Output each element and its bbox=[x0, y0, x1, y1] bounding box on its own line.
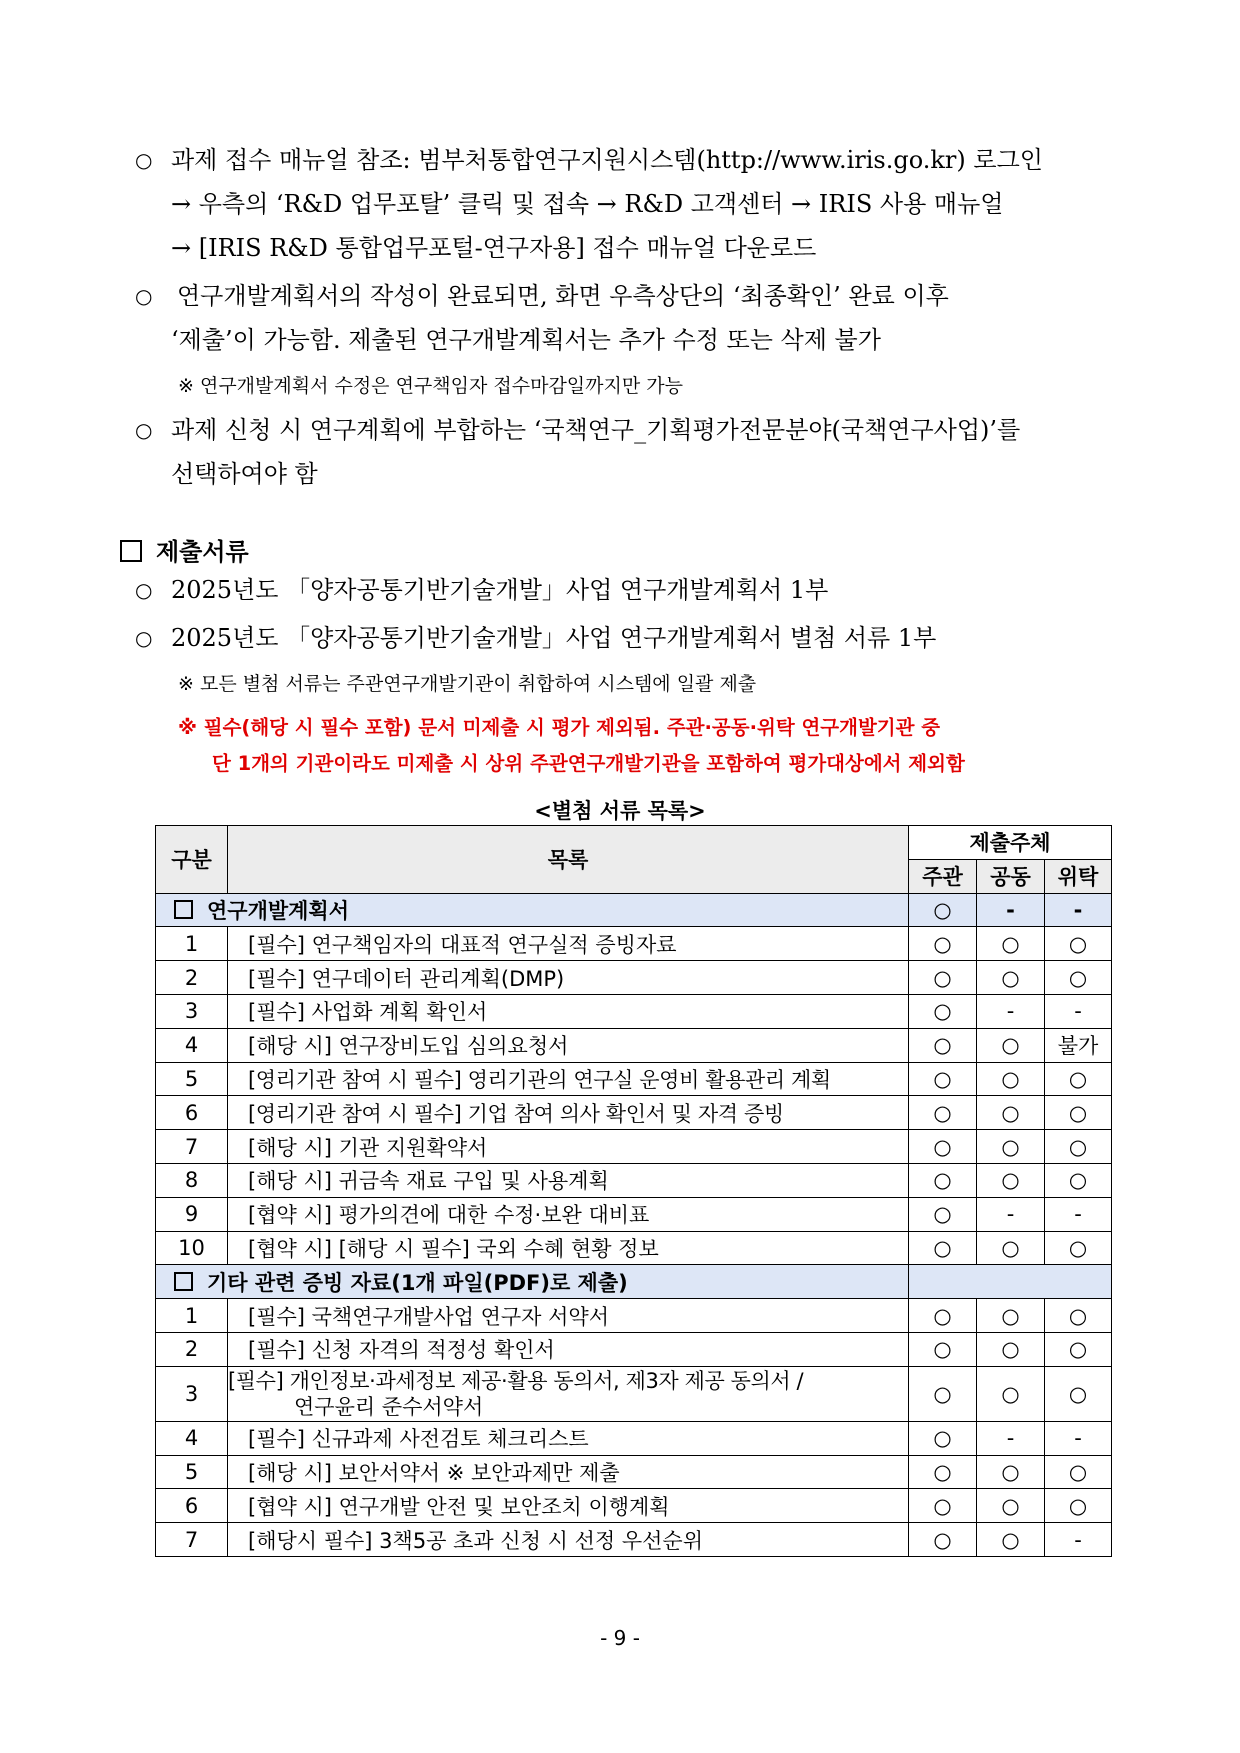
table-group-row bbox=[156, 1265, 1112, 1299]
row-item: [필수] 연구데이터 관리계획(DMP) bbox=[228, 961, 909, 995]
row-item: [필수] 신청 자격의 적정성 확인서 bbox=[228, 1332, 909, 1366]
mark-lead: ○ bbox=[909, 1366, 977, 1421]
mark-lead: ○ bbox=[909, 1489, 977, 1523]
row-number: 2 bbox=[156, 961, 228, 995]
row-item: [영리기관 참여 시 필수] 기업 참여 의사 확인서 및 자격 증빙 bbox=[228, 1096, 909, 1130]
mark-joint: ○ bbox=[977, 1096, 1045, 1130]
mark-joint: ○ bbox=[977, 1163, 1045, 1197]
header-consign: 위탁 bbox=[1045, 859, 1112, 893]
mark-joint: - bbox=[977, 994, 1045, 1028]
mark-consign: - bbox=[1045, 994, 1112, 1028]
section-title: 제출서류 bbox=[156, 538, 249, 566]
row-number: 4 bbox=[156, 1421, 228, 1455]
row-number: 10 bbox=[156, 1231, 228, 1265]
bullet-text: 2025년도 「양자공통기반기술개발」사업 연구개발계획서 1부 bbox=[171, 576, 829, 604]
header-joint: 공동 bbox=[977, 859, 1045, 893]
row-item: [필수] 사업화 계획 확인서 bbox=[228, 994, 909, 1028]
row-number: 1 bbox=[156, 1299, 228, 1333]
mark-consign: ○ bbox=[1045, 1163, 1112, 1197]
row-item bbox=[228, 1366, 909, 1421]
mark-consign: ○ bbox=[1045, 1299, 1112, 1333]
mark-joint: ○ bbox=[977, 1062, 1045, 1096]
section-heading bbox=[120, 532, 249, 572]
mark-consign: ○ bbox=[1045, 1366, 1112, 1421]
table-title: <별첨 서류 목록> bbox=[534, 799, 706, 823]
header-list: 목록 bbox=[228, 826, 909, 894]
row-number: 2 bbox=[156, 1332, 228, 1366]
mark-joint: ○ bbox=[977, 927, 1045, 961]
table-row bbox=[156, 1163, 1112, 1197]
mark-lead: ○ bbox=[909, 1299, 977, 1333]
row-number: 7 bbox=[156, 1523, 228, 1557]
table-row bbox=[156, 1455, 1112, 1489]
mark-lead: ○ bbox=[909, 1455, 977, 1489]
mark-consign: ○ bbox=[1045, 1489, 1112, 1523]
bullet-text: 과제 신청 시 연구계획에 부합하는 ‘국책연구_기획평가전문분야(국책연구사업)’를 bbox=[171, 416, 1021, 444]
mark-joint: ○ bbox=[977, 1523, 1045, 1557]
mark-lead: ○ bbox=[909, 1163, 977, 1197]
bullet-text: 2025년도 「양자공통기반기술개발」사업 연구개발계획서 별첨 서류 1부 bbox=[171, 624, 937, 652]
mark-joint: - bbox=[977, 1421, 1045, 1455]
row-item: [협약 시] [해당 시 필수] 국외 수혜 현황 정보 bbox=[228, 1231, 909, 1265]
row-item: [해당 시] 귀금속 재료 구입 및 사용계획 bbox=[228, 1163, 909, 1197]
table-row bbox=[156, 994, 1112, 1028]
table-row bbox=[156, 1231, 1112, 1265]
mark-lead: ○ bbox=[909, 893, 977, 927]
bullet-marker: ○ bbox=[135, 284, 153, 308]
mark-lead: ○ bbox=[909, 1096, 977, 1130]
mark-consign: ○ bbox=[1045, 1062, 1112, 1096]
row-number: 9 bbox=[156, 1197, 228, 1231]
row-item: [해당 시] 연구장비도입 심의요청서 bbox=[228, 1028, 909, 1062]
table-row bbox=[156, 1332, 1112, 1366]
mark-lead: ○ bbox=[909, 1197, 977, 1231]
row-item: [해당 시] 기관 지원확약서 bbox=[228, 1130, 909, 1164]
mark-consign: ○ bbox=[1045, 1231, 1112, 1265]
mark-joint: ○ bbox=[977, 1332, 1045, 1366]
table-group-row bbox=[156, 893, 1112, 927]
square-checkbox-icon bbox=[120, 540, 142, 562]
mark-lead: ○ bbox=[909, 1130, 977, 1164]
mark-consign: - bbox=[1045, 1421, 1112, 1455]
mark-lead: ○ bbox=[909, 994, 977, 1028]
group-label: 기타 관련 증빙 자료(1개 파일(PDF)로 제출) bbox=[156, 1265, 909, 1299]
mark-consign: ○ bbox=[1045, 1130, 1112, 1164]
mark-lead: ○ bbox=[909, 1523, 977, 1557]
mark-lead: ○ bbox=[909, 1028, 977, 1062]
table-row bbox=[156, 1366, 1112, 1421]
bullet-marker: ○ bbox=[135, 626, 153, 650]
mark-lead: ○ bbox=[909, 961, 977, 995]
bullet-marker: ○ bbox=[135, 148, 153, 172]
row-number: 3 bbox=[156, 1366, 228, 1421]
bullet-marker: ○ bbox=[135, 418, 153, 442]
bullet-text-continued: 선택하여야 함 bbox=[171, 460, 318, 488]
mark-consign: ○ bbox=[1045, 1096, 1112, 1130]
table-row bbox=[156, 1489, 1112, 1523]
mark-lead: ○ bbox=[909, 1231, 977, 1265]
row-number: 8 bbox=[156, 1163, 228, 1197]
header-submitter: 제출주체 bbox=[909, 826, 1112, 860]
attachment-table bbox=[155, 825, 1112, 1557]
row-number: 5 bbox=[156, 1062, 228, 1096]
warning-text-continued: 단 1개의 기관이라도 미제출 시 상위 주관연구개발기관을 포함하여 평가대상에서 제외함 bbox=[212, 752, 965, 775]
mark-lead: ○ bbox=[909, 927, 977, 961]
page-number: - 9 - bbox=[600, 1626, 640, 1650]
row-item: [필수] 연구책임자의 대표적 연구실적 증빙자료 bbox=[228, 927, 909, 961]
mark-joint: ○ bbox=[977, 961, 1045, 995]
row-item: [협약 시] 평가의견에 대한 수정·보완 대비표 bbox=[228, 1197, 909, 1231]
mark-joint: ○ bbox=[977, 1455, 1045, 1489]
table-row bbox=[156, 1523, 1112, 1557]
mark-joint: - bbox=[977, 893, 1045, 927]
bullet-text-continued: → [IRIS R&D 통합업무포털-연구자용] 접수 매뉴얼 다운로드 bbox=[171, 234, 817, 262]
row-number: 1 bbox=[156, 927, 228, 961]
mark-consign: - bbox=[1045, 893, 1112, 927]
table-row bbox=[156, 1299, 1112, 1333]
mark-lead: ○ bbox=[909, 1332, 977, 1366]
table-row bbox=[156, 1028, 1112, 1062]
mark-consign: ○ bbox=[1045, 1332, 1112, 1366]
bullet-text-continued: ‘제출’이 가능함. 제출된 연구개발계획서는 추가 수정 또는 삭제 불가 bbox=[171, 326, 881, 354]
table-row bbox=[156, 1197, 1112, 1231]
group-label: 연구개발계획서 bbox=[156, 893, 909, 927]
row-item-line: [필수] 개인정보·과세정보 제공·활용 동의서, 제3자 제공 동의서 / bbox=[228, 1368, 804, 1393]
row-number: 6 bbox=[156, 1096, 228, 1130]
table-row bbox=[156, 1130, 1112, 1164]
mark-joint: ○ bbox=[977, 1489, 1045, 1523]
table-row bbox=[156, 961, 1112, 995]
bullet-text-continued: → 우측의 ‘R&D 업무포탈’ 클릭 및 접속 → R&D 고객센터 → IRIS 사용 매뉴얼 bbox=[171, 190, 1004, 218]
row-item: [협약 시] 연구개발 안전 및 보안조치 이행계획 bbox=[228, 1489, 909, 1523]
group-marks-empty bbox=[909, 1265, 1112, 1299]
mark-consign: ○ bbox=[1045, 1455, 1112, 1489]
warning-text: ※ 필수(해당 시 필수 포함) 문서 미제출 시 평가 제외됨. 주관·공동·위탁 연구개발기관 중 bbox=[178, 716, 941, 739]
row-item: [필수] 국책연구개발사업 연구자 서약서 bbox=[228, 1299, 909, 1333]
note-text: ※ 연구개발계획서 수정은 연구책임자 접수마감일까지만 가능 bbox=[178, 375, 683, 397]
header-category: 구분 bbox=[156, 826, 228, 894]
table-header-row bbox=[156, 826, 1112, 860]
mark-joint: ○ bbox=[977, 1130, 1045, 1164]
mark-lead: ○ bbox=[909, 1421, 977, 1455]
row-item: [해당시 필수] 3책5공 초과 신청 시 선정 우선순위 bbox=[228, 1523, 909, 1557]
mark-joint: ○ bbox=[977, 1299, 1045, 1333]
row-number: 6 bbox=[156, 1489, 228, 1523]
table-row bbox=[156, 1421, 1112, 1455]
square-box-icon bbox=[174, 1272, 193, 1291]
mark-joint: - bbox=[977, 1197, 1045, 1231]
table-row bbox=[156, 1096, 1112, 1130]
mark-lead: ○ bbox=[909, 1062, 977, 1096]
row-number: 4 bbox=[156, 1028, 228, 1062]
row-item: [해당 시] 보안서약서 ※ 보안과제만 제출 bbox=[228, 1455, 909, 1489]
row-item: [영리기관 참여 시 필수] 영리기관의 연구실 운영비 활용관리 계획 bbox=[228, 1062, 909, 1096]
row-number: 3 bbox=[156, 994, 228, 1028]
table-row bbox=[156, 927, 1112, 961]
bullet-text: 연구개발계획서의 작성이 완료되면, 화면 우측상단의 ‘최종확인’ 완료 이후 bbox=[177, 282, 949, 310]
mark-consign: - bbox=[1045, 1197, 1112, 1231]
row-item-line-continued: 연구윤리 준수서약서 bbox=[294, 1394, 484, 1419]
header-lead: 주관 bbox=[909, 859, 977, 893]
mark-joint: ○ bbox=[977, 1366, 1045, 1421]
row-number: 7 bbox=[156, 1130, 228, 1164]
mark-consign: ○ bbox=[1045, 961, 1112, 995]
bullet-marker: ○ bbox=[135, 578, 153, 602]
row-number: 5 bbox=[156, 1455, 228, 1489]
mark-joint: ○ bbox=[977, 1028, 1045, 1062]
row-item: [필수] 신규과제 사전검토 체크리스트 bbox=[228, 1421, 909, 1455]
mark-consign: 불가 bbox=[1045, 1028, 1112, 1062]
mark-consign: ○ bbox=[1045, 927, 1112, 961]
bullet-text: 과제 접수 매뉴얼 참조: 범부처통합연구지원시스템(http://www.iris.go.kr) 로그인 bbox=[171, 146, 1043, 174]
mark-joint: ○ bbox=[977, 1231, 1045, 1265]
square-box-icon bbox=[174, 900, 193, 919]
table-row bbox=[156, 1062, 1112, 1096]
mark-consign: - bbox=[1045, 1523, 1112, 1557]
note-text: ※ 모든 별첨 서류는 주관연구개발기관이 취합하여 시스템에 일괄 제출 bbox=[178, 673, 757, 695]
